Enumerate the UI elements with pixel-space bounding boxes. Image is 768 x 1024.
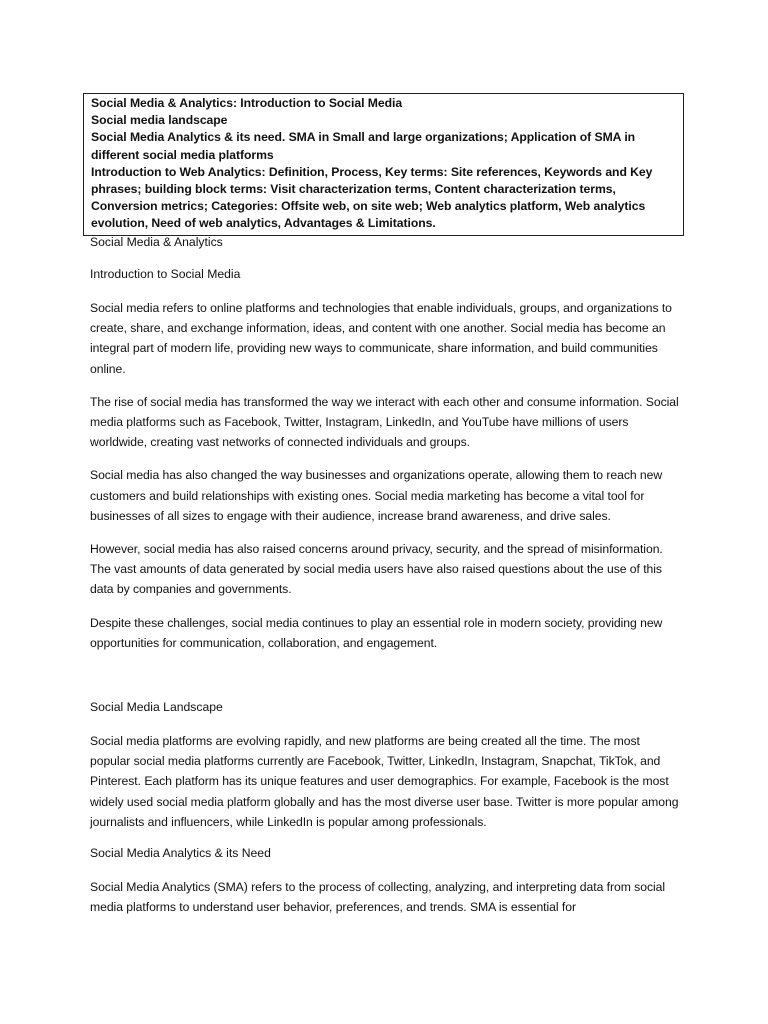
document-title: Social Media & Analytics [90, 235, 223, 249]
paragraph: Social media platforms are evolving rapidly, and new platforms are being created all the time. The most popular social media platforms currently are Facebook, Twitter, LinkedIn, Instagram, Snapchat, TikTok, and Pinterest. Each platform has its unique features and user demographics. For example, Facebook is the most widely used social media platform globally and has the most diverse user base. Twitter is more popular among journalists and influencers, while LinkedIn is popular among professionals. [90, 734, 679, 829]
syllabus-line: Introduction to Web Analytics: Definition, Process, Key terms: Site references, Keywords and Key [91, 164, 653, 179]
paragraph: Social media refers to online platforms and technologies that enable individuals, groups, and organizations to create, share, and exchange information, ideas, and content with one another. Social media has become an integral part of modern life, providing new ways to communicate, share information, and build communities online. [90, 301, 672, 376]
syllabus-line: Social Media Analytics & its need. SMA in Small and large organizations; Application of SMA in [91, 130, 636, 145]
paragraph: However, social media has also raised concerns around privacy, security, and the spread of misinformation. The vast amounts of data generated by social media users have also raised questions about the use of this data by companies and governments. [90, 542, 663, 597]
section-heading-introduction: Introduction to Social Media [90, 267, 241, 281]
syllabus-line: evolution, Need of web analytics, Advantages & Limitations. [91, 216, 436, 231]
paragraph: Despite these challenges, social media continues to play an essential role in modern society, providing new opportunities for communication, collaboration, and engagement. [90, 615, 663, 650]
syllabus-line: phrases; building block terms: Visit characterization terms, Content characterization terms, [91, 182, 616, 197]
section-heading-sma: Social Media Analytics & its Need [90, 846, 271, 861]
paragraph: Social media has also changed the way businesses and organizations operate, allowing them to reach new customers and build relationships with existing ones. Social media marketing has become a vital tool for businesses of all sizes to engage with their audience, increase brand awareness, and drive sales. [90, 468, 663, 523]
syllabus-box [83, 93, 684, 236]
syllabus-line: Social media landscape [91, 113, 228, 128]
syllabus-line: Social Media & Analytics: Introduction to Social Media [91, 96, 403, 110]
section-heading-landscape: Social Media Landscape [90, 700, 223, 715]
syllabus-line: Conversion metrics; Categories: Offsite web, on site web; Web analytics platform, Web analytics [91, 199, 646, 214]
paragraph: The rise of social media has transformed the way we interact with each other and consume information. Social media platforms such as Facebook, Twitter, Instagram, LinkedIn, and YouTube have millions of users worldwide, creating vast networks of connected individuals and groups. [90, 394, 679, 450]
syllabus-line: different social media platforms [91, 147, 274, 162]
paragraph: Social Media Analytics (SMA) refers to the process of collecting, analyzing, and interpreting data from social media platforms to understand user behavior, preferences, and trends. SMA is essential for [90, 880, 666, 915]
document-body [90, 234, 682, 917]
